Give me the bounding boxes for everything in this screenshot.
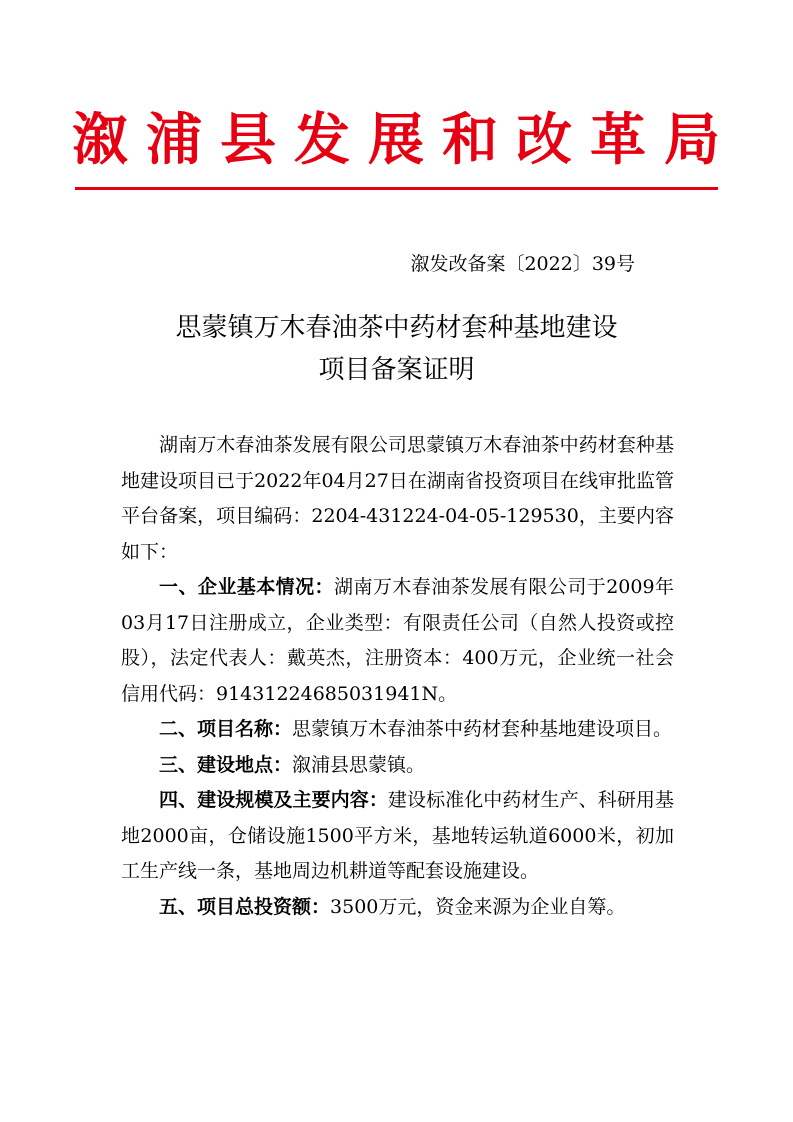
section-scale-content xyxy=(121,783,674,890)
section-heading: 四、建设规模及主要内容： xyxy=(159,789,388,811)
title-line-1: 思蒙镇万木春油茶中药材套种基地建设 xyxy=(175,313,618,343)
document-number: 溆发改备案〔2022〕39号 xyxy=(410,253,635,275)
section-enterprise-info xyxy=(121,570,674,712)
section-text: 3500万元，资金来源为企业自筹。 xyxy=(330,895,626,918)
intro-text: 湖南万木春油茶发展有限公司思蒙镇万木春油茶中药材套种基地建设项目已于2022年04月27日在湖南省投资项目在线审批监管平台备案，项目编码：2204-431224-04-05-129530，主要内容如下： xyxy=(121,434,674,563)
document-body xyxy=(121,428,674,925)
agency-letterhead: 溆浦县发展和改革局 xyxy=(72,108,738,173)
document-title xyxy=(60,307,733,391)
section-heading: 三、建设地点： xyxy=(159,753,293,776)
intro-paragraph xyxy=(121,428,674,570)
section-text: 思蒙镇万木春油茶中药材套种基地建设项目。 xyxy=(292,718,673,740)
section-heading: 一、企业基本情况： xyxy=(159,576,334,598)
title-line-2: 项目备案证明 xyxy=(318,355,475,385)
section-text: 建设标准化中药材生产、科研用基地2000亩，仓储设施1500平方米，基地转运轨道6000米，初加工生产线一条，基地周边机耕道等配套设施建设。 xyxy=(121,789,674,882)
letterhead-divider xyxy=(75,187,718,190)
section-total-investment xyxy=(121,890,674,926)
section-heading: 五、项目总投资额： xyxy=(159,895,331,918)
section-heading: 二、项目名称： xyxy=(159,718,293,740)
section-location xyxy=(121,748,674,784)
section-text: 湖南万木春油茶发展有限公司于2009年03月17日注册成立，企业类型：有限责任公司（自然人投资或控股），法定代表人：戴英杰，注册资本：400万元，企业统一社会信用代码：91431224685031941N。 xyxy=(121,576,674,705)
section-text: 溆浦县思蒙镇。 xyxy=(292,753,426,776)
section-project-name xyxy=(121,712,674,748)
